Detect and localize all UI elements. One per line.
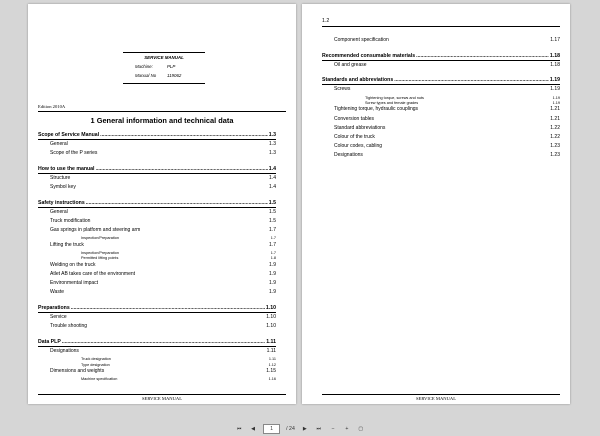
- toc-page-number: 1.16: [268, 377, 276, 382]
- toc-entry-label: How to use the manual: [38, 165, 95, 172]
- toc-entry[interactable]: [38, 209, 276, 215]
- page-footer: SERVICE MANUAL: [415, 396, 457, 401]
- toc-entry[interactable]: [38, 175, 276, 181]
- toc-section-underline: [38, 173, 276, 174]
- toc-page-number: 1.18: [550, 61, 560, 68]
- toc-entry-label: Standards and abbreviations: [322, 77, 394, 84]
- toc-page-number: 1.18: [549, 52, 560, 59]
- toc-entry-label: Structure: [50, 174, 71, 181]
- toc-entry[interactable]: [322, 86, 560, 92]
- toc-page-number: 1.4: [268, 165, 276, 172]
- toc-entry[interactable]: [322, 116, 560, 122]
- toc-subentry[interactable]: [38, 363, 276, 367]
- toc-page-number: 1.19: [552, 95, 560, 100]
- toc-page-number: 1.5: [269, 218, 276, 224]
- edition-label: Edition 2010A: [38, 104, 66, 109]
- toc-section[interactable]: [38, 339, 276, 345]
- footer-divider: [322, 394, 560, 395]
- toc-entry-label: Truck modification: [50, 218, 91, 224]
- toc-entry-label: Safety instructions: [38, 199, 85, 206]
- toc-page-number: 1.9: [269, 271, 276, 277]
- toc-page-number: 1.23: [550, 152, 560, 159]
- toc-subentry[interactable]: [38, 251, 276, 255]
- toc-entry[interactable]: [322, 143, 560, 149]
- toc-entry[interactable]: [38, 227, 276, 233]
- toc-entry-label: Welding on the truck: [50, 261, 96, 268]
- toc-entry-label: Inspection/Preparation: [81, 236, 119, 241]
- toc-subentry[interactable]: [38, 357, 276, 361]
- viewer-toolbar: [0, 422, 600, 436]
- machine-value: PLP: [167, 64, 176, 69]
- toc-entry-label: Designations: [334, 152, 363, 159]
- next-page-icon[interactable]: ▶: [302, 426, 307, 432]
- manual-no-label: Manual No: [135, 73, 157, 78]
- edition-divider: [38, 111, 286, 112]
- machine-row: [135, 64, 176, 69]
- manual-no-row: [135, 73, 182, 78]
- document-page-left: [28, 4, 296, 404]
- toc-dot-leader: [96, 166, 268, 172]
- toc-entry-label: Atlet AB takes care of the environment: [50, 271, 136, 277]
- toc-page-number: 1.10: [266, 314, 276, 321]
- chapter-title: 1 General information and technical data: [90, 116, 234, 125]
- toc-entry[interactable]: [38, 141, 276, 147]
- toc-entry-label: Lifting the truck: [50, 241, 84, 248]
- toc-entry-label: Environmental impact: [50, 280, 99, 287]
- toc-entry-label: Recommended consumable materials: [322, 52, 416, 59]
- toc-entry-label: Designations: [50, 348, 79, 354]
- toc-page-number: 1.19: [549, 77, 560, 84]
- toc-page-number: 1.21: [550, 115, 560, 122]
- toc-entry-label: General: [50, 208, 68, 215]
- toc-page-number: 1.7: [270, 236, 276, 241]
- toc-entry-label: Standard abbreviations: [334, 124, 386, 131]
- service-manual-header-box: [123, 52, 205, 84]
- toc-subentry[interactable]: [38, 236, 276, 240]
- total-pages-label: / 24: [286, 426, 295, 432]
- toc-section[interactable]: [38, 166, 276, 172]
- toc-entry[interactable]: [38, 314, 276, 320]
- toc-entry-label: Colour codes, cabling: [334, 143, 383, 150]
- toc-subentry[interactable]: [38, 256, 276, 260]
- toc-entry-label: Colour of the truck: [334, 134, 375, 140]
- toc-page-number: 1.7: [270, 251, 276, 255]
- toc-entry-label: Gas springs in platform and steering arm: [50, 227, 141, 234]
- toc-page-number: 1.21: [550, 106, 560, 113]
- toc-page-number: 1.19: [552, 101, 560, 105]
- toc-entry[interactable]: [322, 106, 560, 112]
- toc-page-number: 1.12: [268, 362, 276, 367]
- toc-page-number: 1.11: [266, 348, 276, 354]
- toc-entry-label: Service: [50, 314, 67, 321]
- toc-section[interactable]: [322, 77, 560, 83]
- toc-dot-leader: [100, 132, 268, 138]
- toc-page-number: 1.17: [550, 37, 560, 43]
- toc-entry[interactable]: [38, 218, 276, 224]
- toc-dot-leader: [416, 53, 549, 59]
- toc-section-underline: [38, 312, 276, 313]
- toc-entry-label: Dimensions and weights: [50, 368, 105, 374]
- toc-entry[interactable]: [322, 134, 560, 140]
- machine-label: Machine:: [135, 64, 153, 69]
- toc-entry[interactable]: [38, 150, 276, 156]
- toc-entry-label: Component specification: [334, 37, 389, 43]
- toc-entry[interactable]: [38, 289, 276, 295]
- header-title: SERVICE MANUAL: [144, 55, 184, 60]
- toc-entry[interactable]: [322, 125, 560, 131]
- toc-subentry[interactable]: [38, 377, 276, 381]
- toc-entry-label: Conversion tables: [334, 115, 375, 122]
- document-page-right: [302, 4, 570, 404]
- toc-entry[interactable]: [38, 323, 276, 329]
- toc-page-number: 1.7: [269, 241, 276, 248]
- toc-entry[interactable]: [322, 62, 560, 68]
- toc-page-number: 1.4: [269, 174, 276, 181]
- toc-entry-label: Screws: [334, 86, 351, 93]
- toc-section[interactable]: [322, 53, 560, 59]
- toc-page-number: 1.22: [550, 134, 560, 140]
- toc-entry-label: Machine specification: [81, 377, 118, 382]
- toc-entry[interactable]: [38, 348, 276, 354]
- toc-entry[interactable]: [322, 152, 560, 158]
- toc-entry[interactable]: [38, 271, 276, 277]
- toc-page-number: 1.9: [269, 261, 276, 268]
- toc-entry[interactable]: [38, 262, 276, 268]
- toc-section-underline: [322, 84, 560, 85]
- zoom-in-icon[interactable]: +: [345, 426, 349, 432]
- last-page-icon[interactable]: ⏭: [316, 425, 322, 432]
- toc-page-number: 1.9: [269, 289, 276, 296]
- zoom-out-icon[interactable]: −: [331, 426, 335, 432]
- first-page-icon[interactable]: ⏮: [236, 425, 242, 432]
- toc-entry-label: Scope of Service Manual: [38, 132, 100, 138]
- toc-page-number: 1.8: [270, 256, 276, 261]
- toc-page-number: 1.19: [550, 86, 560, 93]
- toc-subentry[interactable]: [322, 96, 560, 100]
- toc-page-number: 1.11: [266, 339, 276, 345]
- toc-entry-label: Inspection/Preparation: [81, 251, 119, 255]
- toc-section-underline: [38, 346, 276, 347]
- toc-entry-label: Symbol key: [50, 184, 76, 191]
- toc-section-underline: [38, 207, 276, 208]
- footer-divider: [38, 394, 286, 395]
- toc-entry-label: Tightening torque, screws and nuts: [365, 95, 424, 100]
- fit-page-icon[interactable]: ▢: [358, 426, 364, 432]
- toc-entry-label: Screw types and female grades: [365, 101, 419, 105]
- manual-no-value: 119062: [167, 73, 182, 78]
- toc-page-number: 1.3: [268, 132, 276, 138]
- toc-page-number: 1.10: [265, 305, 276, 312]
- toc-entry[interactable]: [38, 184, 276, 190]
- toc-page-number: 1.3: [269, 150, 276, 157]
- toc-dot-leader: [71, 305, 265, 311]
- toc-page-number: 1.7: [269, 227, 276, 234]
- toc-entry[interactable]: [38, 368, 276, 374]
- toc-page-number: 1.3: [269, 141, 276, 147]
- toc-section[interactable]: [38, 200, 276, 206]
- page-number: 1.2: [322, 18, 330, 24]
- toc-page-number: 1.10: [266, 323, 276, 330]
- header-divider: [322, 26, 560, 27]
- toc-subentry[interactable]: [322, 101, 560, 105]
- toc-entry[interactable]: [38, 280, 276, 286]
- toc-entry-label: General: [50, 141, 68, 147]
- toc-entry-label: Scope of the P series: [50, 150, 98, 157]
- toc-entry-label: Tightening torque, hydraulic couplings: [334, 106, 419, 113]
- toc-section-underline: [38, 139, 276, 140]
- toc-dot-leader: [394, 77, 549, 83]
- toc-page-number: 1.23: [550, 143, 560, 150]
- toc-section[interactable]: [38, 132, 276, 138]
- toc-entry-label: Oil and grease: [334, 61, 367, 68]
- toc-page-number: 1.22: [550, 124, 560, 131]
- page-number-input[interactable]: 1: [263, 424, 280, 434]
- toc-entry-label: Truck designation: [81, 357, 111, 362]
- toc-entry[interactable]: [322, 37, 560, 43]
- toc-entry-label: Type designation: [81, 362, 110, 367]
- prev-page-icon[interactable]: ◀: [251, 426, 256, 432]
- toc-entry-label: Data PLP: [38, 339, 61, 345]
- toc-entry-label: Preparations: [38, 305, 70, 312]
- toc-section[interactable]: [38, 305, 276, 311]
- toc-page-number: 1.11: [268, 357, 276, 362]
- toc-page-number: 1.5: [268, 199, 276, 206]
- toc-entry-label: Waste: [50, 289, 64, 296]
- page-footer: SERVICE MANUAL: [141, 396, 183, 401]
- toc-page-number: 1.9: [269, 280, 276, 287]
- toc-page-number: 1.5: [269, 208, 276, 215]
- toc-page-number: 1.4: [269, 184, 276, 191]
- toc-entry-label: Trouble shooting: [50, 323, 88, 330]
- toc-section-underline: [322, 60, 560, 61]
- toc-dot-leader: [86, 200, 268, 206]
- toc-entry[interactable]: [38, 242, 276, 248]
- toc-dot-leader: [62, 339, 265, 345]
- toc-entry-label: Permitted lifting points: [81, 256, 119, 261]
- toc-page-number: 1.15: [266, 368, 276, 374]
